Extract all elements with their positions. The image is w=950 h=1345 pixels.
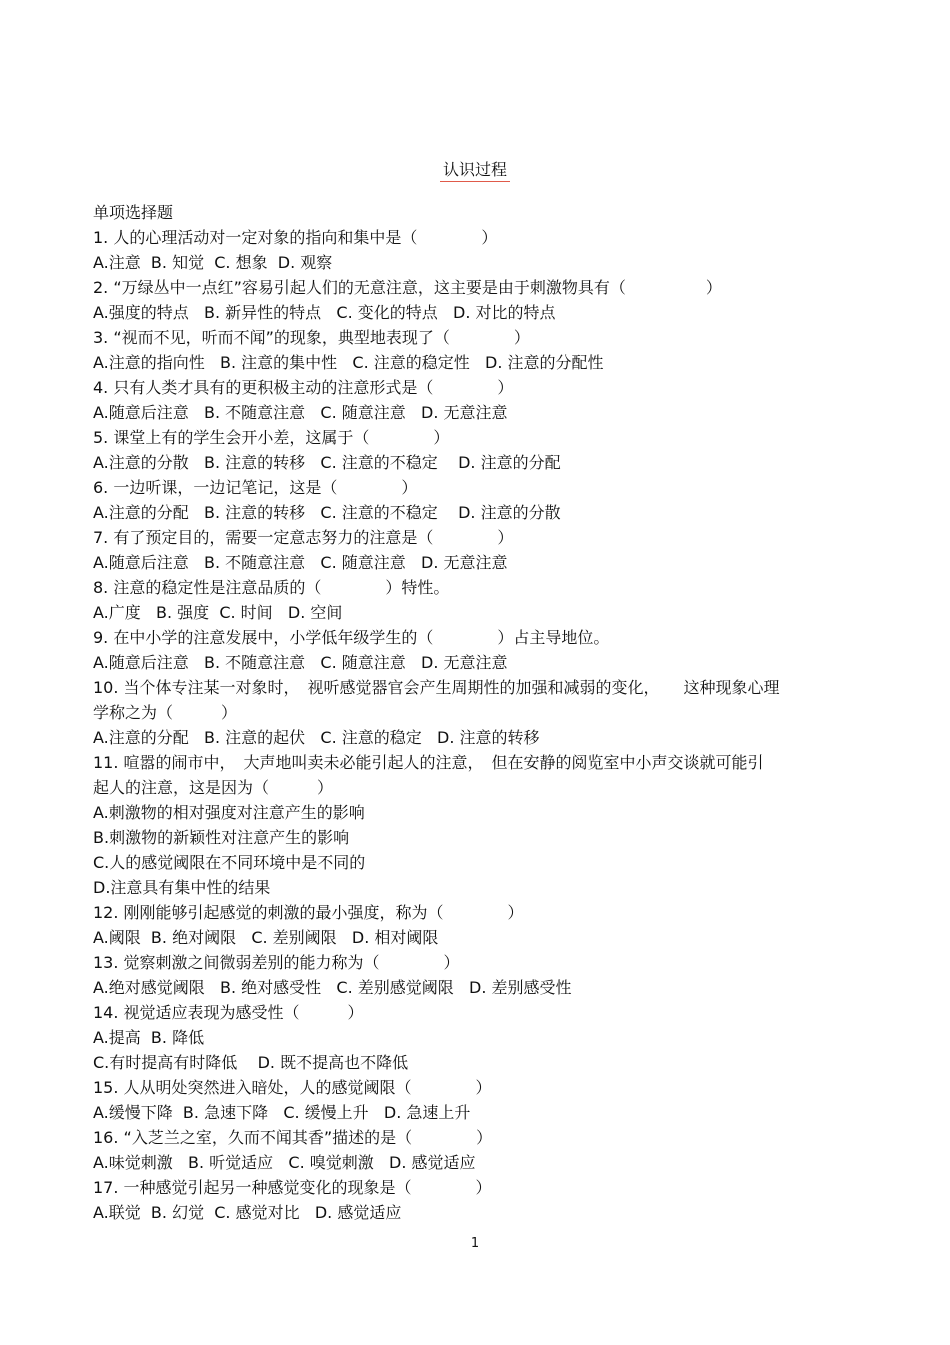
text-line: A.注意 B. 知觉 C. 想象 D. 观察 [93, 253, 333, 272]
text-line: A.随意后注意 B. 不随意注意 C. 随意注意 D. 无意注意 [93, 653, 508, 672]
text-line: 16. “入芝兰之室，久而不闻其香”描述的是（ ） [93, 1128, 493, 1147]
section-heading: 单项选择题 [93, 203, 174, 222]
text-line: A.广度 B. 强度 C. 时间 D. 空间 [93, 603, 343, 622]
text-line: 10. 当个体专注某一对象时， 视听感觉器官会产生周期性的加强和减弱的变化， 这种现象心理 [93, 678, 780, 697]
page-title-text: 认识过程 [440, 159, 510, 182]
text-line: B.刺激物的新颖性对注意产生的影响 [93, 828, 350, 847]
text-line: A.缓慢下降 B. 急速下降 C. 缓慢上升 D. 急速上升 [93, 1103, 471, 1122]
text-line: 8. 注意的稳定性是注意品质的（ ）特性。 [93, 578, 450, 597]
text-line: 7. 有了预定目的，需要一定意志努力的注意是（ ） [93, 528, 514, 547]
text-line: A.随意后注意 B. 不随意注意 C. 随意注意 D. 无意注意 [93, 403, 508, 422]
text-line: 5. 课堂上有的学生会开小差，这属于（ ） [93, 428, 450, 447]
text-line: A.注意的分散 B. 注意的转移 C. 注意的不稳定 D. 注意的分配 [93, 453, 561, 472]
text-line: 起人的注意，这是因为（ ） [93, 778, 334, 797]
text-line: A.阈限 B. 绝对阈限 C. 差别阈限 D. 相对阈限 [93, 928, 439, 947]
text-line: 2. “万绿丛中一点红”容易引起人们的无意注意，这主要是由于刺激物具有（ ） [93, 278, 722, 297]
text-line: A.味觉刺激 B. 听觉适应 C. 嗅觉刺激 D. 感觉适应 [93, 1153, 476, 1172]
page-number: 1 [470, 1236, 480, 1251]
text-line: A.绝对感觉阈限 B. 绝对感受性 C. 差别感觉阈限 D. 差别感受性 [93, 978, 572, 997]
text-line: D.注意具有集中性的结果 [93, 878, 271, 897]
page-title [0, 158, 950, 182]
text-line: C.有时提高有时降低 D. 既不提高也不降低 [93, 1053, 409, 1072]
text-line: C.人的感觉阈限在不同环境中是不同的 [93, 853, 366, 872]
text-line: 14. 视觉适应表现为感受性（ ） [93, 1003, 364, 1022]
text-line: 13. 觉察刺激之间微弱差别的能力称为（ ） [93, 953, 460, 972]
text-line: 15. 人从明处突然进入暗处，人的感觉阈限（ ） [93, 1078, 492, 1097]
text-line: 12. 刚刚能够引起感觉的刺激的最小强度，称为（ ） [93, 903, 524, 922]
text-line: 1. 人的心理活动对一定对象的指向和集中是（ ） [93, 228, 498, 247]
text-line: A.注意的指向性 B. 注意的集中性 C. 注意的稳定性 D. 注意的分配性 [93, 353, 604, 372]
text-line: A.联觉 B. 幻觉 C. 感觉对比 D. 感觉适应 [93, 1203, 402, 1222]
text-line: A.刺激物的相对强度对注意产生的影响 [93, 803, 365, 822]
text-line: 17. 一种感觉引起另一种感觉变化的现象是（ ） [93, 1178, 492, 1197]
text-line: A.强度的特点 B. 新异性的特点 C. 变化的特点 D. 对比的特点 [93, 303, 556, 322]
text-line: 学称之为（ ） [93, 703, 238, 722]
question-list [93, 200, 865, 1225]
text-line: 3. “视而不见，听而不闻”的现象，典型地表现了（ ） [93, 328, 530, 347]
text-line: 11. 喧嚣的闹市中， 大声地叫卖未必能引起人的注意， 但在安静的阅览室中小声交谈就可能引 [93, 753, 764, 772]
text-line: 4. 只有人类才具有的更积极主动的注意形式是（ ） [93, 378, 514, 397]
text-line: A.注意的分配 B. 注意的起伏 C. 注意的稳定 D. 注意的转移 [93, 728, 540, 747]
text-line: 6. 一边听课，一边记笔记，这是（ ） [93, 478, 418, 497]
text-line: 9. 在中小学的注意发展中，小学低年级学生的（ ）占主导地位。 [93, 628, 610, 647]
text-line: A.注意的分配 B. 注意的转移 C. 注意的不稳定 D. 注意的分散 [93, 503, 561, 522]
text-line: A.随意后注意 B. 不随意注意 C. 随意注意 D. 无意注意 [93, 553, 508, 572]
text-line: A.提高 B. 降低 [93, 1028, 205, 1047]
